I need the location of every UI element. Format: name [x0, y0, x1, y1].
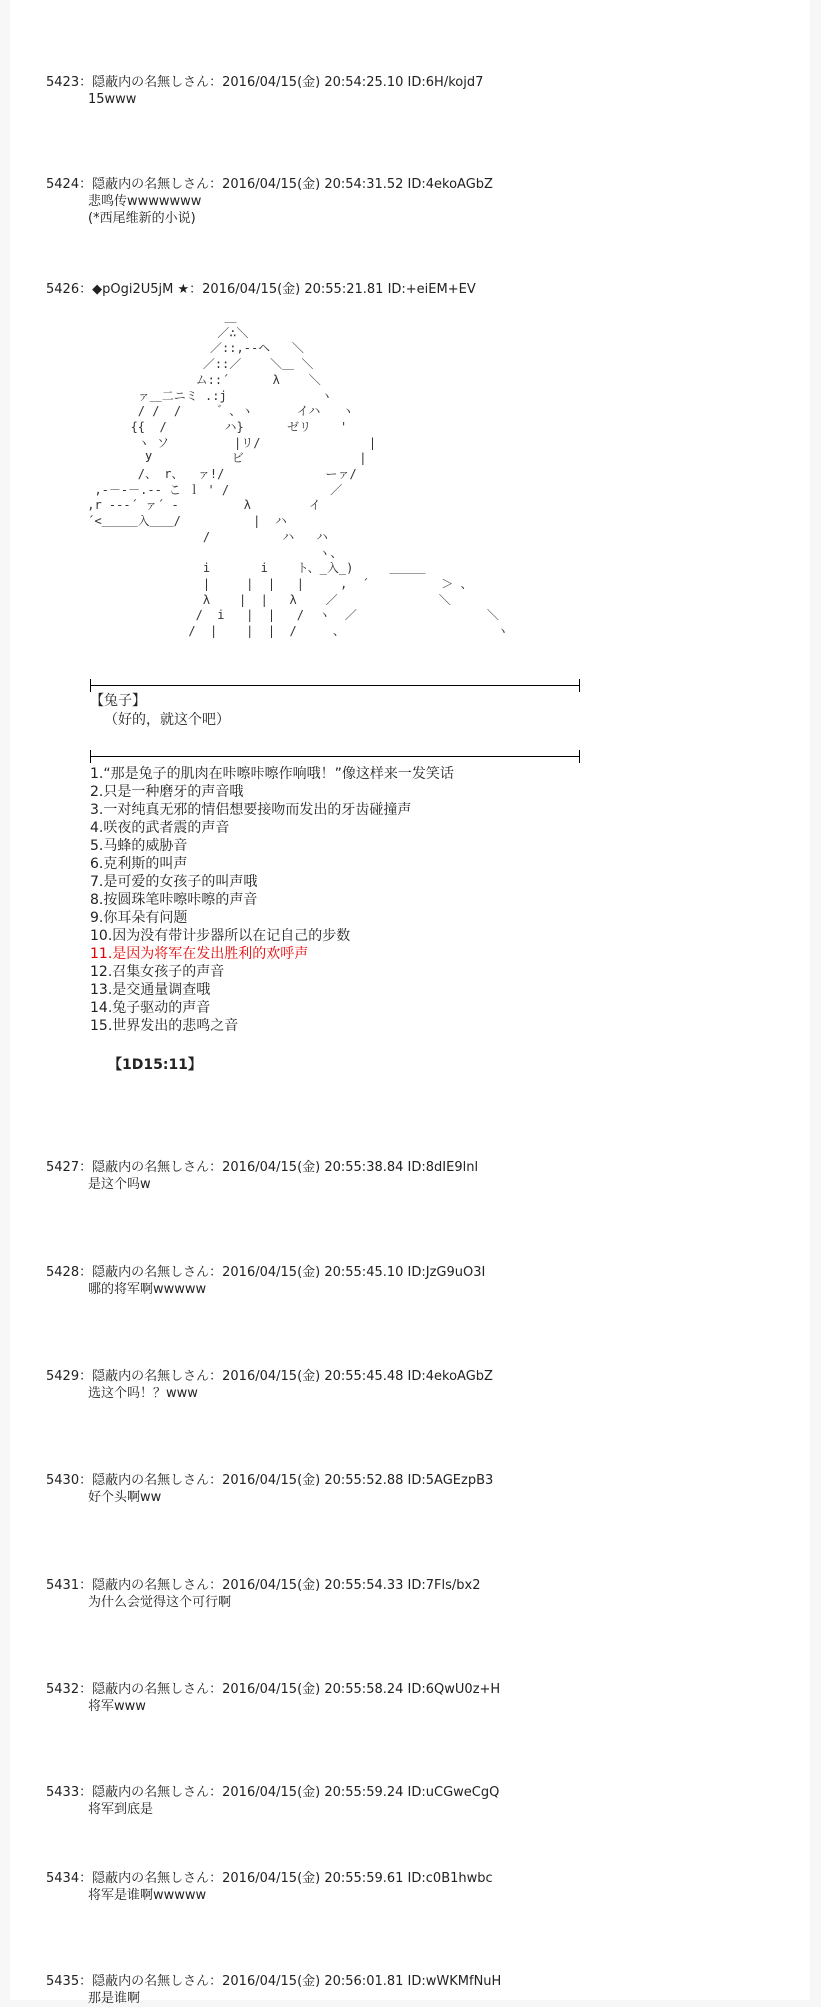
post-body: 选这个吗！？www — [88, 1386, 198, 1401]
poster-name: 隠蔽内の名無しさん — [92, 1578, 210, 1593]
post-date: 2016/04/15(金) 20:54:25.10 — [222, 75, 404, 90]
post-body: 是这个吗w — [88, 1177, 151, 1192]
post-header: 5433：隠蔽内の名無しさん：2016/04/15(金) 20:55:59.24 ID:uCGweCgQ — [46, 1785, 500, 1800]
post-number[interactable]: 5431 — [46, 1578, 80, 1593]
post-body: 好个头啊ww — [88, 1490, 162, 1505]
speaker-label: 【兔子】 — [90, 693, 146, 709]
post-date: 2016/04/15(金) 20:55:21.81 — [202, 282, 384, 297]
post-number[interactable]: 5435 — [46, 1974, 80, 1989]
poster-id[interactable]: ID:6QwU0z+H — [407, 1682, 501, 1697]
poster-id[interactable]: ID:8dIE9lnl — [407, 1160, 479, 1175]
option-item: 2.只是一种磨牙的声音哦 — [90, 784, 244, 800]
post-date: 2016/04/15(金) 20:55:59.24 — [222, 1785, 404, 1800]
poster-name: 隠蔽内の名無しさん — [92, 1265, 210, 1280]
post-header: 5434：隠蔽内の名無しさん：2016/04/15(金) 20:55:59.61 ID:c0B1hwbc — [46, 1871, 493, 1886]
post-header: 5427：隠蔽内の名無しさん：2016/04/15(金) 20:55:38.84 ID:8dIE9lnl — [46, 1160, 479, 1175]
post-number[interactable]: 5424 — [46, 177, 80, 192]
post-body: 那是谁啊 — [88, 1991, 141, 2006]
post — [46, 1159, 478, 1193]
post-body: 悲鸣传wwwwwww (*西尾维新的小说) — [88, 194, 202, 226]
poster-name: 隠蔽内の名無しさん — [92, 1160, 210, 1175]
post — [46, 1264, 485, 1298]
divider — [90, 685, 580, 686]
post-header: 5428：隠蔽内の名無しさん：2016/04/15(金) 20:55:45.10 ID:JzG9uO3I — [46, 1265, 486, 1280]
post-body: 将军www — [88, 1699, 146, 1714]
option-item: 14.兔子驱动的声音 — [90, 1000, 211, 1016]
post-header: 5429：隠蔽内の名無しさん：2016/04/15(金) 20:55:45.48 ID:4ekoAGbZ — [46, 1369, 493, 1384]
post-date: 2016/04/15(金) 20:54:31.52 — [222, 177, 404, 192]
option-item: 8.按圆珠笔咔嚓咔嚓的声音 — [90, 892, 258, 908]
post-number[interactable]: 5426 — [46, 282, 80, 297]
poster-id[interactable]: ID:+eiEM+EV — [387, 282, 476, 297]
post — [46, 1472, 493, 1506]
post-header: 5426：◆pOgi2U5jM ★：2016/04/15(金) 20:55:21.81 ID:+eiEM+EV — [46, 282, 476, 297]
poster-name: ◆pOgi2U5jM ★ — [92, 282, 190, 297]
post-header: 5431：隠蔽内の名無しさん：2016/04/15(金) 20:55:54.33 ID:7Fls/bx2 — [46, 1578, 481, 1593]
post-header: 5430：隠蔽内の名無しさん：2016/04/15(金) 20:55:52.88 ID:5AGEzpB3 — [46, 1473, 494, 1488]
speaker-line: （好的，就这个吧） — [104, 712, 230, 728]
post-date: 2016/04/15(金) 20:55:59.61 — [222, 1871, 404, 1886]
option-item: 10.因为没有带计步器所以在记自己的步数 — [90, 928, 351, 944]
poster-id[interactable]: ID:7Fls/bx2 — [407, 1578, 481, 1593]
post-date: 2016/04/15(金) 20:55:52.88 — [222, 1473, 404, 1488]
poster-name: 隠蔽内の名無しさん — [92, 177, 210, 192]
post-date: 2016/04/15(金) 20:55:45.10 — [222, 1265, 404, 1280]
post-body: 15www — [88, 92, 137, 107]
post-body: 将军到底是 — [88, 1802, 154, 1817]
post-number[interactable]: 5432 — [46, 1682, 80, 1697]
poster-name: 隠蔽内の名無しさん — [92, 1974, 210, 1989]
poster-name: 隠蔽内の名無しさん — [92, 75, 210, 90]
poster-name: 隠蔽内の名無しさん — [92, 1682, 210, 1697]
post — [46, 281, 476, 298]
post-body: 为什么会觉得这个可行啊 — [88, 1595, 232, 1610]
post-body: 哪的将军啊wwwww — [88, 1282, 207, 1297]
option-item-selected: 11.是因为将军在发出胜利的欢呼声 — [90, 946, 309, 962]
post-header: 5435：隠蔽内の名無しさん：2016/04/15(金) 20:56:01.81 ID:wWKMfNuH — [46, 1974, 502, 1989]
option-item: 9.你耳朵有问题 — [90, 910, 188, 926]
poster-id[interactable]: ID:6H/kojd7 — [407, 75, 484, 90]
post — [46, 1368, 493, 1402]
post-date: 2016/04/15(金) 20:55:58.24 — [222, 1682, 404, 1697]
option-item: 1.“那是兔子的肌肉在咔嚓咔嚓作响哦！”像这样来一发笑话 — [90, 766, 454, 782]
post-date: 2016/04/15(金) 20:56:01.81 — [222, 1974, 404, 1989]
post-number[interactable]: 5423 — [46, 75, 80, 90]
divider — [90, 756, 580, 757]
post-header: 5424：隠蔽内の名無しさん：2016/04/15(金) 20:54:31.52 ID:4ekoAGbZ — [46, 177, 493, 192]
post — [46, 1973, 501, 2007]
poster-name: 隠蔽内の名無しさん — [92, 1871, 210, 1886]
post-number[interactable]: 5433 — [46, 1785, 80, 1800]
option-item: 5.马蜂的威胁音 — [90, 838, 188, 854]
post-date: 2016/04/15(金) 20:55:54.33 — [222, 1578, 404, 1593]
ascii-art: ＿ ／∴＼ ／::,--ヘ ＼ ／::／ ＼＿ ＼ ム::´ λ ＼ ァ＿二ニミ .:j ヽ / / / ゛、ヽ イハ ヽ {{ / ハ} ゼリ ' ヽ ソ |リ/ | У ビ | /、 r、 ァ!/ ーァ/ ,-－-－.-‐ こ ｌ ' / ／ ,r --‐´ ァ´ ‐ λ イ ´<＿＿＿入＿＿/ | ハ / ハ ハ ヽ、 i i ト、_入_) ＿＿＿ | | | | , ´ ＞ 、 λ | | λ ／ ＼ / i | | / ヽ ／ ＼ / | | | / 、 ヽ — [87, 310, 509, 639]
post — [46, 1577, 481, 1611]
post — [46, 74, 483, 108]
option-item: 12.召集女孩子的声音 — [90, 964, 225, 980]
poster-id[interactable]: ID:5AGEzpB3 — [407, 1473, 494, 1488]
post-number[interactable]: 5429 — [46, 1369, 80, 1384]
poster-name: 隠蔽内の名無しさん — [92, 1785, 210, 1800]
option-item: 7.是可爱的女孩子的叫声哦 — [90, 874, 258, 890]
post — [46, 1870, 493, 1904]
post-number[interactable]: 5430 — [46, 1473, 80, 1488]
poster-id[interactable]: ID:4ekoAGbZ — [407, 1369, 493, 1384]
post-number[interactable]: 5427 — [46, 1160, 80, 1175]
post-date: 2016/04/15(金) 20:55:38.84 — [222, 1160, 404, 1175]
post — [46, 1784, 499, 1818]
post-body: 将军是谁啊wwwww — [88, 1888, 207, 1903]
post-date: 2016/04/15(金) 20:55:45.48 — [222, 1369, 404, 1384]
post — [46, 1681, 500, 1715]
post-header: 5432：隠蔽内の名無しさん：2016/04/15(金) 20:55:58.24 ID:6QwU0z+H — [46, 1682, 501, 1697]
poster-id[interactable]: ID:uCGweCgQ — [407, 1785, 500, 1800]
options-list — [90, 765, 454, 1035]
previous-post-fragment — [46, 0, 94, 5]
option-item: 15.世界发出的悲鸣之音 — [90, 1018, 239, 1034]
option-item: 3.一对纯真无邪的情侣想要接吻而发出的牙齿碰撞声 — [90, 802, 412, 818]
poster-id[interactable]: ID:c0B1hwbc — [407, 1871, 493, 1886]
poster-name: 隠蔽内の名無しさん — [92, 1369, 210, 1384]
poster-id[interactable]: ID:JzG9uO3I — [407, 1265, 486, 1280]
post-header: 5423：隠蔽内の名無しさん：2016/04/15(金) 20:54:25.10 ID:6H/kojd7 — [46, 75, 484, 90]
option-item: 13.是交通量调查哦 — [90, 982, 211, 998]
post-number[interactable]: 5428 — [46, 1265, 80, 1280]
post-number[interactable]: 5434 — [46, 1871, 80, 1886]
poster-id[interactable]: ID:wWKMfNuH — [407, 1974, 502, 1989]
dice-result: 【1D15:11】 — [108, 1057, 202, 1073]
post — [46, 176, 493, 227]
poster-id[interactable]: ID:4ekoAGbZ — [407, 177, 493, 192]
option-item: 4.咲夜的武者震的声音 — [90, 820, 230, 836]
option-item: 6.克利斯的叫声 — [90, 856, 188, 872]
poster-name: 隠蔽内の名無しさん — [92, 1473, 210, 1488]
